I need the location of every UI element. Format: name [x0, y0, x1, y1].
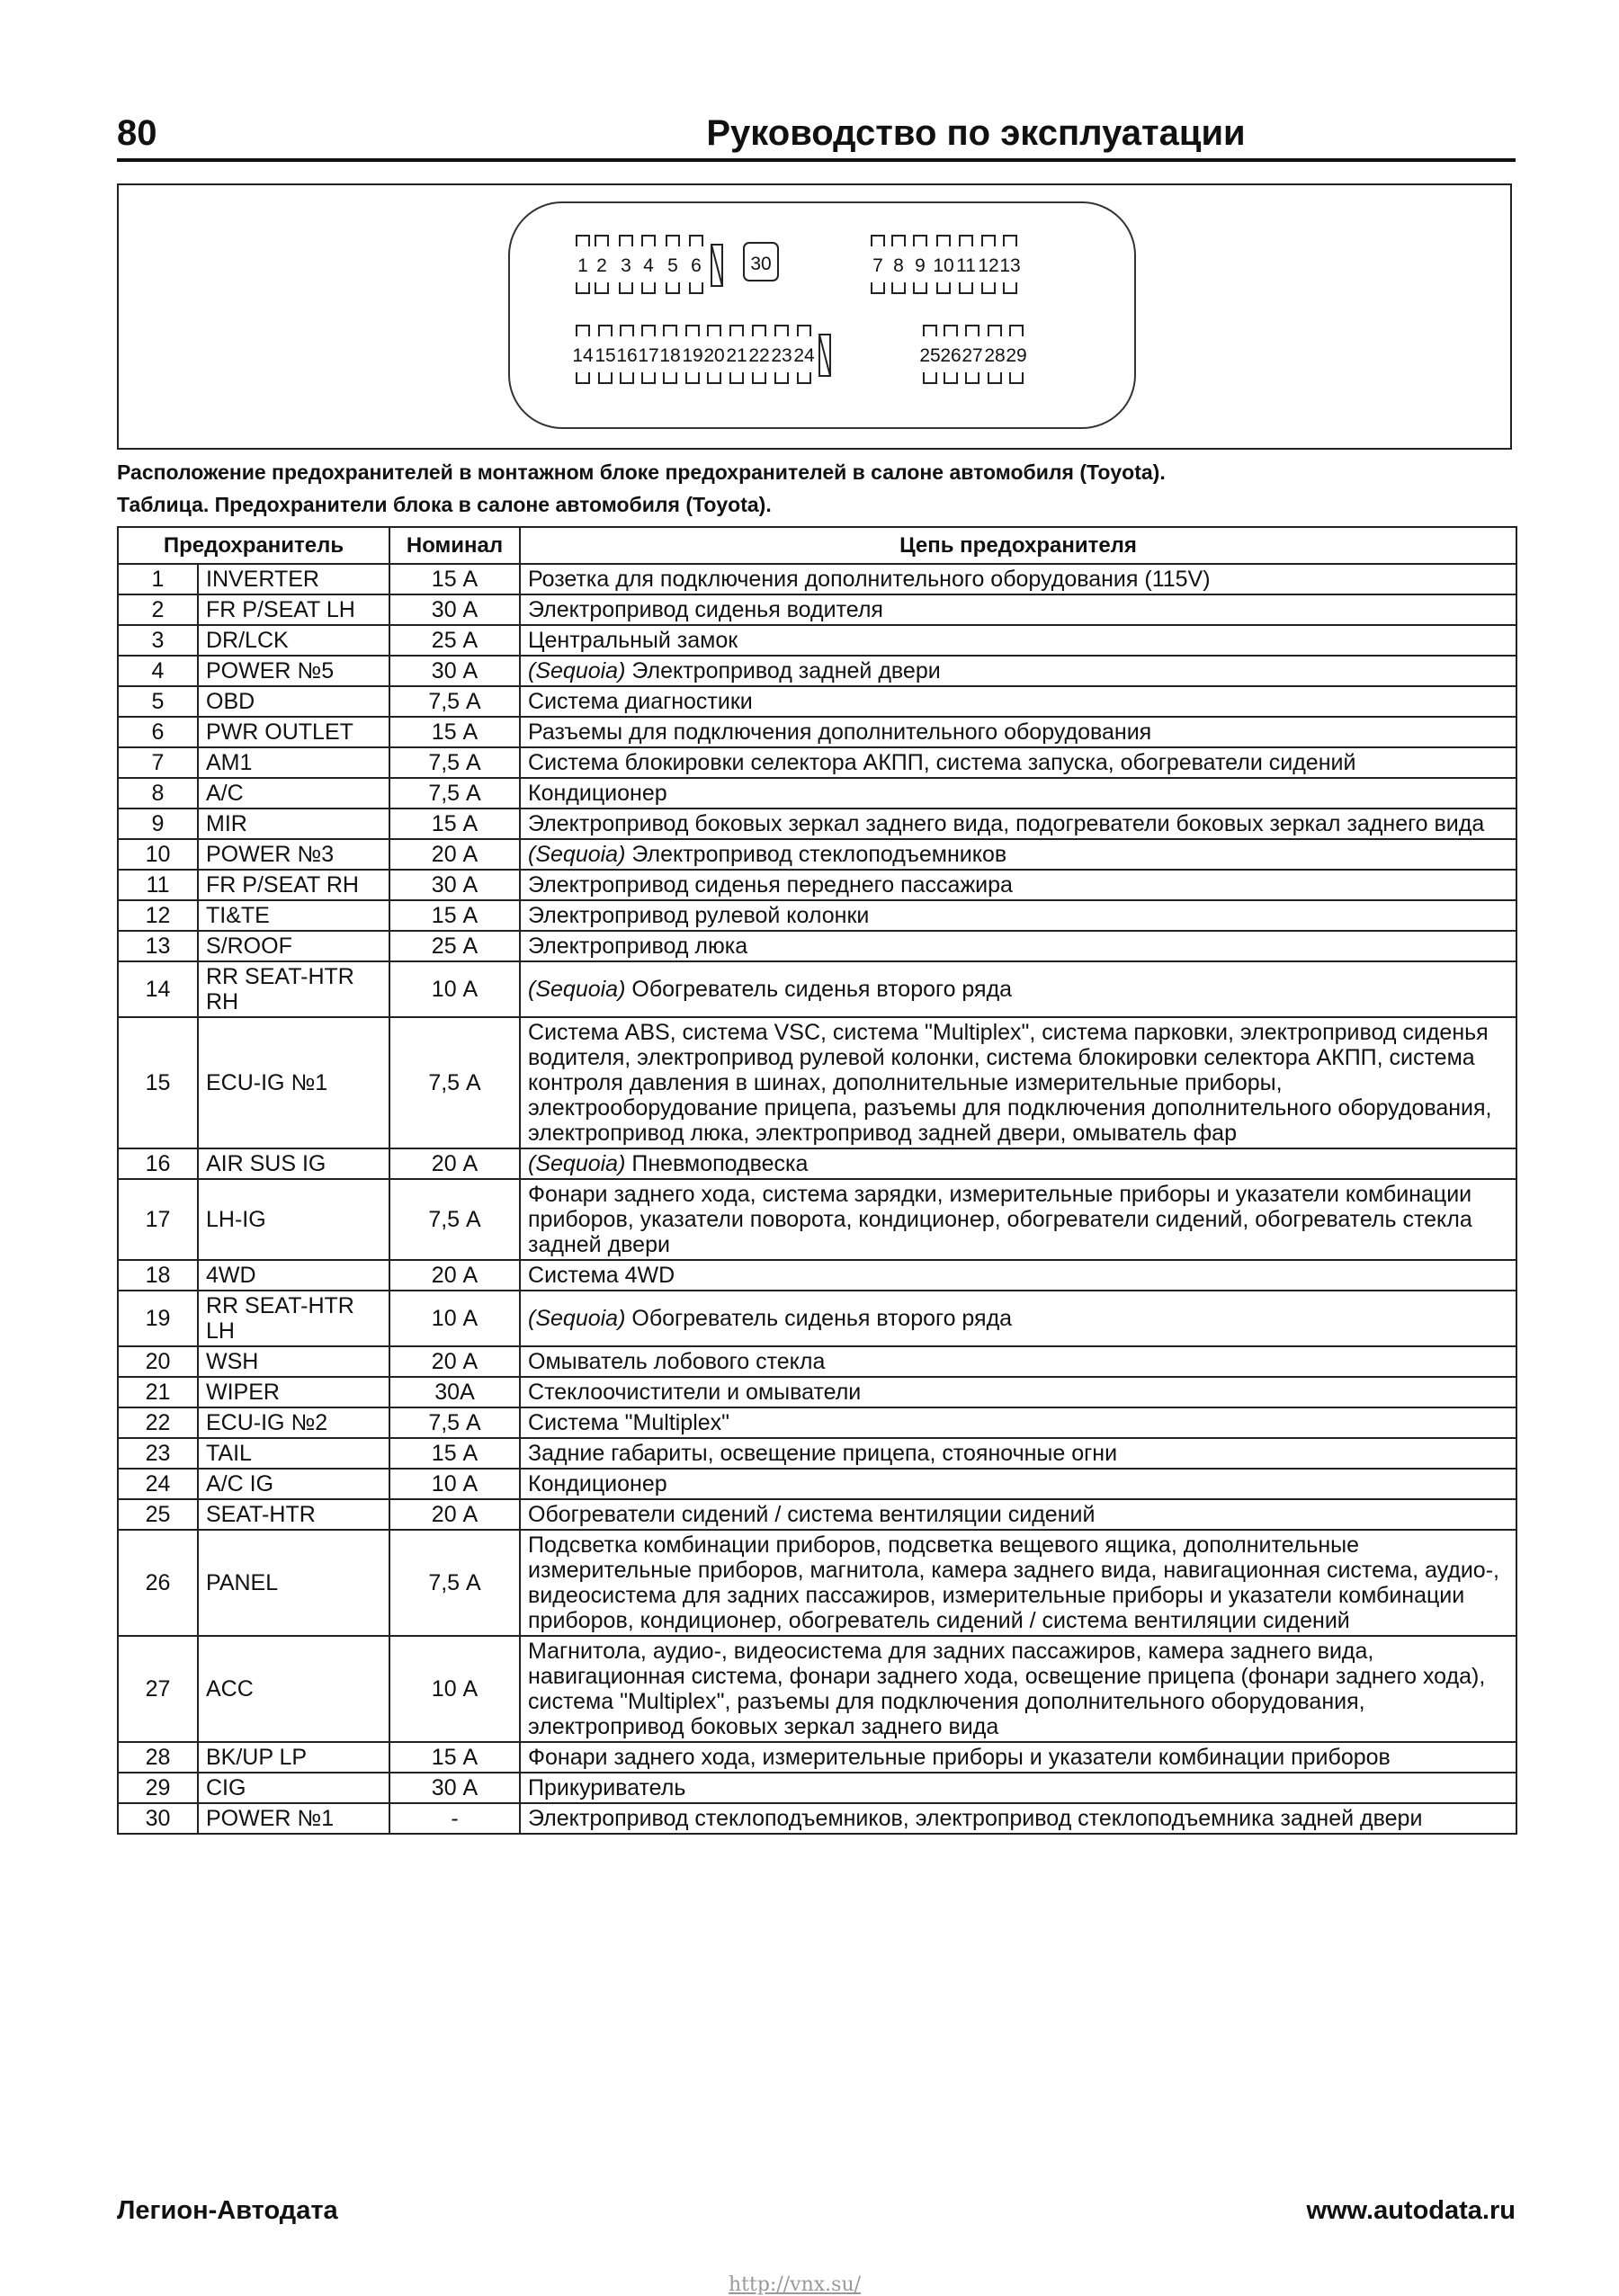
fuse-label: 2	[596, 255, 607, 276]
fuse-terminal-top	[798, 326, 810, 336]
table-row	[118, 1773, 1516, 1803]
fuse-circuit	[520, 1179, 1516, 1260]
fuse-number: 10	[118, 839, 198, 870]
fuse-name: SEAT-HTR	[198, 1499, 389, 1530]
fuse-terminal-bottom	[944, 372, 957, 383]
fuse-label: 27	[962, 345, 983, 366]
fuse-label: 10	[933, 255, 954, 276]
fuse-label: 5	[667, 255, 678, 276]
circuit-description: Фонари заднего хода, система зарядки, измерительные приборы и указатели комбинации приборов, указатели поворота, кондиционер, обогреватели сидений, обогреватель стекла задней двери	[528, 1182, 1472, 1257]
fuse-rating: 7,5 А	[389, 747, 520, 778]
fuse-rating: 15 А	[389, 809, 520, 839]
fuse-circuit	[520, 1773, 1516, 1803]
fuse-circuit	[520, 1407, 1516, 1438]
fuse-rating: 15 А	[389, 717, 520, 747]
table-row	[118, 1636, 1516, 1742]
fuse-label: 18	[659, 345, 681, 366]
fuse-name: RR SEAT-HTR LH	[198, 1291, 389, 1346]
fuse-number: 20	[118, 1346, 198, 1377]
fuse-name: INVERTER	[198, 564, 389, 594]
fuse-rating: -	[389, 1803, 520, 1834]
fuse-terminal-bottom	[686, 372, 699, 383]
fuse-label: 22	[748, 345, 770, 366]
fuse-name: POWER №5	[198, 656, 389, 686]
fuse-number: 27	[118, 1636, 198, 1742]
fuse-terminal-bottom	[708, 372, 720, 383]
circuit-description: Кондиционер	[528, 781, 667, 806]
fuse-terminal-bottom	[621, 372, 633, 383]
fuse-rating: 7,5 А	[389, 778, 520, 809]
fuse-label: 16	[616, 345, 638, 366]
fuse-label: 13	[999, 255, 1021, 276]
table-row	[118, 778, 1516, 809]
circuit-description: Электропривод стеклоподъемников	[625, 842, 1007, 867]
fuse-rating: 10 А	[389, 1291, 520, 1346]
fuse-circuit	[520, 778, 1516, 809]
fuse-rating: 30 А	[389, 870, 520, 900]
circuit-description: Электропривод сиденья водителя	[528, 597, 883, 622]
circuit-description: Магнитола, аудио-, видеосистема для задних пассажиров, камера заднего вида, навигационная система, фонари заднего хода, освещение прицепа (фонари заднего хода), система "Multiplex", разъемы для подключения дополнительного оборудования, электропривод боковых зеркал заднего вида	[528, 1639, 1486, 1739]
fuse-terminal-bottom	[914, 282, 926, 293]
fuse-terminal-top	[730, 326, 743, 336]
fuse-number: 17	[118, 1179, 198, 1260]
fuse-number: 15	[118, 1017, 198, 1148]
fuse-rating: 20 А	[389, 839, 520, 870]
fuse-circuit	[520, 1803, 1516, 1834]
fuse-number: 22	[118, 1407, 198, 1438]
fuse-terminal-bottom	[666, 282, 679, 293]
table-row	[118, 1499, 1516, 1530]
fuse-terminal-top	[686, 326, 699, 336]
fuse-number: 16	[118, 1148, 198, 1179]
fuse-name: ECU-IG №1	[198, 1017, 389, 1148]
fuse-terminal-bottom	[577, 282, 589, 293]
fuse-circuit	[520, 1469, 1516, 1499]
fuse-terminal-bottom	[982, 282, 995, 293]
fuse-terminal-top	[988, 326, 1001, 336]
fuse-number: 23	[118, 1438, 198, 1469]
fuse-name: A/C	[198, 778, 389, 809]
watermark: http://vnx.su/	[729, 2274, 862, 2296]
header-rating: Номинал	[389, 527, 520, 564]
fuse-terminal-top	[664, 326, 676, 336]
fuse-label: 1	[577, 255, 588, 276]
table-header-row	[118, 527, 1516, 564]
table-row	[118, 1291, 1516, 1346]
fuse-label-30: 30	[750, 254, 772, 274]
table-row	[118, 656, 1516, 686]
fuse-circuit	[520, 747, 1516, 778]
fuse-terminal-top	[621, 326, 633, 336]
fuse-rating: 7,5 А	[389, 1407, 520, 1438]
location-caption: Расположение предохранителей в монтажном блоке предохранителей в салоне автомобиля (Toyota).	[117, 460, 1166, 484]
fuse-label: 20	[703, 345, 725, 366]
fuse-label: 7	[872, 255, 883, 276]
fuse-terminal-bottom	[599, 372, 612, 383]
fuse-name: TI&TE	[198, 900, 389, 931]
fuse-label: 28	[984, 345, 1006, 366]
fuse-rating: 7,5 А	[389, 1017, 520, 1148]
fuse-circuit	[520, 686, 1516, 717]
fuse-terminal-top	[708, 326, 720, 336]
circuit-description: Электропривод задней двери	[625, 658, 941, 683]
circuit-description: Система 4WD	[528, 1263, 675, 1288]
fuse-terminal-top	[642, 236, 655, 246]
fuse-rating: 10 А	[389, 1636, 520, 1742]
fuse-number: 13	[118, 931, 198, 961]
circuit-description: Система блокировки селектора АКПП, система запуска, обогреватели сидений	[528, 750, 1356, 775]
fuse-circuit	[520, 1530, 1516, 1636]
table-row	[118, 870, 1516, 900]
circuit-description: Подсветка комбинации приборов, подсветка вещевого ящика, дополнительные измерительные приборов, магнитола, камера заднего вида, навигационная система, аудио-, видеосистема для задних пассажиров, измерительные приборы и указатели комбинации приборов, кондиционер, обогреватель сидений / система вентиляции сидений	[528, 1532, 1499, 1633]
fuse-terminal-top	[599, 326, 612, 336]
fuse-rating: 10 А	[389, 961, 520, 1017]
relay-slot	[819, 335, 830, 376]
table-row	[118, 1260, 1516, 1291]
model-note: (Sequoia)	[528, 658, 626, 683]
table-row	[118, 1179, 1516, 1260]
fuse-name: ECU-IG №2	[198, 1407, 389, 1438]
circuit-description: Электропривод стеклоподъемников, электропривод стеклоподъемника задней двери	[528, 1806, 1423, 1831]
fuse-number: 7	[118, 747, 198, 778]
fuse-circuit	[520, 1346, 1516, 1377]
table-row	[118, 594, 1516, 625]
fuse-terminal-bottom	[775, 372, 788, 383]
fuse-name: FR P/SEAT LH	[198, 594, 389, 625]
table-row	[118, 1148, 1516, 1179]
fuse-circuit	[520, 900, 1516, 931]
fuse-label: 14	[572, 345, 594, 366]
fuse-label: 26	[940, 345, 962, 366]
fuse-label: 24	[793, 345, 815, 366]
fuse-terminal-top	[642, 326, 655, 336]
fuse-terminal-top	[595, 236, 608, 246]
circuit-description: Система диагностики	[528, 689, 753, 714]
circuit-description: Розетка для подключения дополнительного оборудования (115V)	[528, 567, 1211, 592]
fuse-terminal-bottom	[798, 372, 810, 383]
fuse-number: 6	[118, 717, 198, 747]
fuse-rating: 20 А	[389, 1499, 520, 1530]
fuse-circuit	[520, 1017, 1516, 1148]
circuit-description: Система ABS, система VSC, система "Multiplex", система парковки, электропривод сиденья водителя, электропривод рулевой колонки, система блокировки селектора АКПП, система контроля давления в шинах, дополнительные измерительные приборы, электрооборудование прицепа, разъемы для подключения дополнительного оборудования, электропривод люка, электропривод задней двери, омыватель фар	[528, 1020, 1492, 1146]
fuse-name: FR P/SEAT RH	[198, 870, 389, 900]
circuit-description: Задние габариты, освещение прицепа, стояночные огни	[528, 1441, 1118, 1466]
fuse-terminal-bottom	[730, 372, 743, 383]
fuse-number: 4	[118, 656, 198, 686]
relay-slot	[711, 245, 722, 286]
fuse-label: 17	[638, 345, 659, 366]
fuse-circuit	[520, 594, 1516, 625]
fuse-rating: 20 А	[389, 1346, 520, 1377]
fuse-name: TAIL	[198, 1438, 389, 1469]
fuse-terminal-top	[753, 326, 765, 336]
fuse-circuit	[520, 1377, 1516, 1407]
fuse-terminal-top	[1004, 236, 1016, 246]
fuse-label: 19	[682, 345, 703, 366]
fuse-rating: 30А	[389, 1377, 520, 1407]
fuse-name: WSH	[198, 1346, 389, 1377]
fuse-terminal-bottom	[753, 372, 765, 383]
fuse-terminal-top	[937, 236, 950, 246]
fuse-terminal-top	[620, 236, 632, 246]
circuit-description: Фонари заднего хода, измерительные приборы и указатели комбинации приборов	[528, 1745, 1391, 1770]
circuit-description: Система "Multiplex"	[528, 1410, 730, 1435]
fuse-number: 11	[118, 870, 198, 900]
fuse-number: 18	[118, 1260, 198, 1291]
fuse-number: 1	[118, 564, 198, 594]
circuit-description: Электропривод сиденья переднего пассажира	[528, 872, 1013, 898]
fuse-label: 6	[691, 255, 702, 276]
fuse-circuit	[520, 961, 1516, 1017]
table-row	[118, 1742, 1516, 1773]
fuse-number: 29	[118, 1773, 198, 1803]
fuse-name: OBD	[198, 686, 389, 717]
fuse-name: 4WD	[198, 1260, 389, 1291]
fuse-rating: 7,5 А	[389, 686, 520, 717]
fuse-name: S/ROOF	[198, 931, 389, 961]
fuse-name: LH-IG	[198, 1179, 389, 1260]
fuse-name: ACC	[198, 1636, 389, 1742]
circuit-description: Обогреватель сиденья второго ряда	[625, 1306, 1013, 1331]
fuse-terminal-top	[914, 236, 926, 246]
table-row	[118, 625, 1516, 656]
circuit-description: Центральный замок	[528, 628, 738, 653]
circuit-description: Стеклоочистители и омыватели	[528, 1380, 862, 1405]
fuse-terminal-bottom	[1010, 372, 1023, 383]
fuse-rating: 25 А	[389, 625, 520, 656]
fuse-terminal-top	[944, 326, 957, 336]
fuse-terminal-bottom	[988, 372, 1001, 383]
fuse-terminal-top	[690, 236, 702, 246]
fuse-name: POWER №3	[198, 839, 389, 870]
fuse-circuit	[520, 625, 1516, 656]
header-divider	[117, 158, 1516, 162]
fuse-name: AIR SUS IG	[198, 1148, 389, 1179]
fuse-number: 28	[118, 1742, 198, 1773]
fuse-rating: 30 А	[389, 656, 520, 686]
fuse-terminal-bottom	[642, 282, 655, 293]
fuse-rating: 20 А	[389, 1148, 520, 1179]
fuse-number: 25	[118, 1499, 198, 1530]
fuse-label: 25	[919, 345, 941, 366]
fuse-label: 23	[771, 345, 792, 366]
fuse-table	[117, 526, 1517, 1835]
fuse-name: AM1	[198, 747, 389, 778]
fuse-name: CIG	[198, 1773, 389, 1803]
fuse-circuit	[520, 809, 1516, 839]
circuit-description: Электропривод рулевой колонки	[528, 903, 870, 928]
circuit-description: Обогреватели сидений / система вентиляции сидений	[528, 1502, 1096, 1527]
circuit-description: Кондиционер	[528, 1471, 667, 1496]
fuse-rating: 7,5 А	[389, 1179, 520, 1260]
page-number: 80	[117, 113, 157, 153]
fuse-rating: 10 А	[389, 1469, 520, 1499]
table-row	[118, 1438, 1516, 1469]
fuse-circuit	[520, 656, 1516, 686]
fuse-number: 12	[118, 900, 198, 931]
fuse-terminal-bottom	[966, 372, 979, 383]
fuse-terminal-bottom	[577, 372, 589, 383]
fuse-terminal-top	[966, 326, 979, 336]
fuse-terminal-top	[666, 236, 679, 246]
fuse-name: RR SEAT-HTR RH	[198, 961, 389, 1017]
fuse-terminal-bottom	[595, 282, 608, 293]
fuse-number: 2	[118, 594, 198, 625]
fuse-terminal-top	[872, 236, 884, 246]
fuse-terminal-bottom	[892, 282, 905, 293]
fuse-circuit	[520, 1438, 1516, 1469]
table-row	[118, 1377, 1516, 1407]
fuse-circuit	[520, 931, 1516, 961]
fuse-rating: 30 А	[389, 594, 520, 625]
fuse-circuit	[520, 717, 1516, 747]
fuse-rating: 15 А	[389, 564, 520, 594]
fuse-circuit	[520, 1260, 1516, 1291]
footer-website: www.autodata.ru	[1306, 2196, 1516, 2225]
fuse-terminal-bottom	[924, 372, 936, 383]
fuse-name: PANEL	[198, 1530, 389, 1636]
fuse-rating: 15 А	[389, 1742, 520, 1773]
fuse-terminal-top	[775, 326, 788, 336]
fuse-rating: 20 А	[389, 1260, 520, 1291]
fuse-label: 3	[621, 255, 631, 276]
fuse-circuit	[520, 1148, 1516, 1179]
model-note: (Sequoia)	[528, 977, 626, 1002]
fuse-circuit	[520, 1636, 1516, 1742]
table-row	[118, 809, 1516, 839]
table-row	[118, 961, 1516, 1017]
fuse-rating: 15 А	[389, 1438, 520, 1469]
table-row	[118, 1530, 1516, 1636]
fuse-name: PWR OUTLET	[198, 717, 389, 747]
model-note: (Sequoia)	[528, 1306, 626, 1331]
table-row	[118, 839, 1516, 870]
table-caption: Таблица. Предохранители блока в салоне автомобиля (Toyota).	[117, 493, 772, 516]
fuse-rating: 30 А	[389, 1773, 520, 1803]
footer-publisher: Легион-Автодата	[117, 2196, 338, 2225]
fuse-rating: 25 А	[389, 931, 520, 961]
fuse-terminal-bottom	[937, 282, 950, 293]
fuse-label: 8	[893, 255, 904, 276]
fuse-circuit	[520, 1742, 1516, 1773]
fuse-label: 12	[978, 255, 999, 276]
fuse-terminal-top	[892, 236, 905, 246]
fuse-number: 14	[118, 961, 198, 1017]
fuse-number: 26	[118, 1530, 198, 1636]
fuse-terminal-top	[1010, 326, 1023, 336]
fuse-number: 5	[118, 686, 198, 717]
header-circuit: Цепь предохранителя	[520, 527, 1516, 564]
header-fuse: Предохранитель	[118, 527, 389, 564]
fuse-label: 11	[956, 255, 976, 276]
fuse-number: 24	[118, 1469, 198, 1499]
fuse-number: 8	[118, 778, 198, 809]
fuse-name: DR/LCK	[198, 625, 389, 656]
table-row	[118, 1469, 1516, 1499]
fuse-terminal-bottom	[642, 372, 655, 383]
fuse-block-diagram	[508, 201, 1136, 429]
table-row	[118, 717, 1516, 747]
fuse-terminal-bottom	[1004, 282, 1016, 293]
fuse-terminal-top	[982, 236, 995, 246]
table-row	[118, 564, 1516, 594]
model-note: (Sequoia)	[528, 1151, 626, 1176]
circuit-description: Пневмоподвеска	[625, 1151, 809, 1176]
fuse-terminal-bottom	[690, 282, 702, 293]
fuse-terminal-bottom	[620, 282, 632, 293]
fuse-terminal-bottom	[960, 282, 972, 293]
fuse-circuit	[520, 564, 1516, 594]
fuse-number: 3	[118, 625, 198, 656]
fuse-circuit	[520, 1499, 1516, 1530]
fuse-label: 4	[643, 255, 654, 276]
page-title: Руководство по эксплуатации	[706, 113, 1246, 153]
model-note: (Sequoia)	[528, 842, 626, 867]
fuse-number: 9	[118, 809, 198, 839]
fuse-circuit	[520, 839, 1516, 870]
fuse-name: A/C IG	[198, 1469, 389, 1499]
circuit-description: Обогреватель сиденья второго ряда	[625, 977, 1013, 1002]
fuse-name: BK/UP LP	[198, 1742, 389, 1773]
fuse-terminal-bottom	[872, 282, 884, 293]
fuse-number: 21	[118, 1377, 198, 1407]
circuit-description: Разъемы для подключения дополнительного оборудования	[528, 719, 1152, 745]
circuit-description: Электропривод боковых зеркал заднего вида, подогреватели боковых зеркал заднего вида	[528, 811, 1485, 836]
fuse-terminal-top	[577, 326, 589, 336]
fuse-circuit	[520, 1291, 1516, 1346]
table-row	[118, 686, 1516, 717]
fuse-number: 30	[118, 1803, 198, 1834]
fuse-name: MIR	[198, 809, 389, 839]
fuse-label: 15	[595, 345, 616, 366]
fuse-rating: 7,5 А	[389, 1530, 520, 1636]
table-row	[118, 1017, 1516, 1148]
fuse-number: 19	[118, 1291, 198, 1346]
table-row	[118, 931, 1516, 961]
table-row	[118, 747, 1516, 778]
fuse-terminal-bottom	[664, 372, 676, 383]
fuse-terminal-top	[577, 236, 589, 246]
fuse-name: WIPER	[198, 1377, 389, 1407]
table-row	[118, 1346, 1516, 1377]
table-row	[118, 1407, 1516, 1438]
fuse-label: 21	[726, 345, 747, 366]
fuse-label: 9	[915, 255, 926, 276]
circuit-description: Прикуриватель	[528, 1775, 686, 1800]
fuse-name: POWER №1	[198, 1803, 389, 1834]
circuit-description: Электропривод люка	[528, 934, 748, 959]
fuse-terminal-top	[924, 326, 936, 336]
fuse-label: 29	[1006, 345, 1027, 366]
circuit-description: Омыватель лобового стекла	[528, 1349, 826, 1374]
fuse-circuit	[520, 870, 1516, 900]
fuse-rating: 15 А	[389, 900, 520, 931]
table-row	[118, 1803, 1516, 1834]
fuse-terminal-top	[960, 236, 972, 246]
table-row	[118, 900, 1516, 931]
